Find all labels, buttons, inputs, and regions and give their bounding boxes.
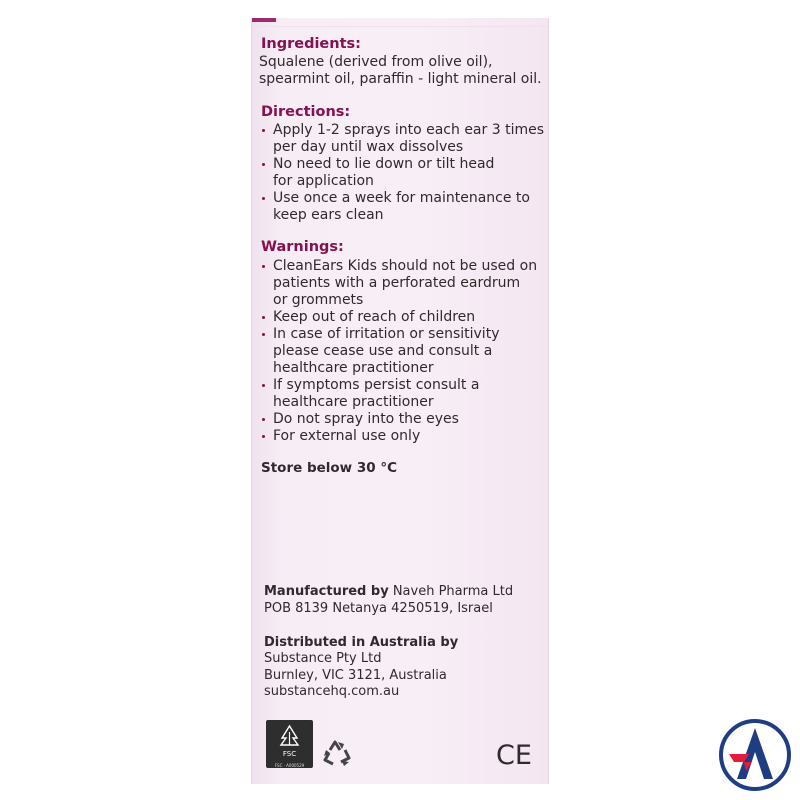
fsc-logo [266, 720, 313, 768]
ingredients-line-2: spearmint oil, paraffin - light mineral oil. [259, 71, 542, 87]
box-top-flap [252, 18, 276, 22]
list-item: In case of irritation or sensitivity please cease use and consult a healthcare practitioner [261, 326, 537, 377]
fsc-label: FSC [282, 750, 297, 758]
ingredients-line-1: Squalene (derived from olive oil), [259, 54, 493, 70]
list-item: Keep out of reach of children [261, 309, 537, 326]
directions-heading: Directions: [261, 104, 351, 120]
distributor-website: substancehq.com.au [264, 684, 400, 699]
directions-list [261, 122, 544, 224]
distributor-address: Burnley, VIC 3121, Australia [264, 668, 447, 683]
fsc-tree-icon [266, 720, 313, 750]
manufacturer-line [264, 584, 513, 601]
list-item: If symptoms persist consult a healthcare practitioner [261, 377, 537, 411]
manufacturer-address: POB 8139 Netanya 4250519, Israel [264, 601, 493, 616]
list-item: Do not spray into the eyes [261, 411, 537, 428]
svg-text:CE: CE [496, 740, 532, 768]
product-box-panel [251, 18, 549, 784]
list-item: For external use only [261, 428, 537, 445]
box-fold-line [252, 26, 548, 27]
manufacturer-label: Manufactured by [264, 584, 389, 599]
store-seal-icon [716, 716, 794, 794]
list-item: No need to lie down or tilt head for application [261, 156, 544, 190]
ce-mark [496, 740, 532, 768]
distributor-label: Distributed in Australia by [264, 635, 459, 650]
warnings-heading: Warnings: [261, 239, 344, 255]
manufacturer-name: Naveh Pharma Ltd [392, 584, 514, 599]
fsc-code: FSC · A000529 [274, 763, 305, 768]
list-item: Apply 1-2 sprays into each ear 3 times per day until wax dissolves [261, 122, 544, 156]
list-item: Use once a week for maintenance to keep ears clean [261, 190, 544, 224]
ingredients-heading: Ingredients: [261, 36, 361, 52]
distributor-name: Substance Pty Ltd [264, 651, 382, 666]
list-item: CleanEars Kids should not be used on patients with a perforated eardrum or grommets [261, 258, 537, 309]
recycle-icon [320, 736, 354, 770]
storage-instruction: Store below 30 °C [261, 460, 398, 476]
warnings-list [261, 258, 537, 445]
